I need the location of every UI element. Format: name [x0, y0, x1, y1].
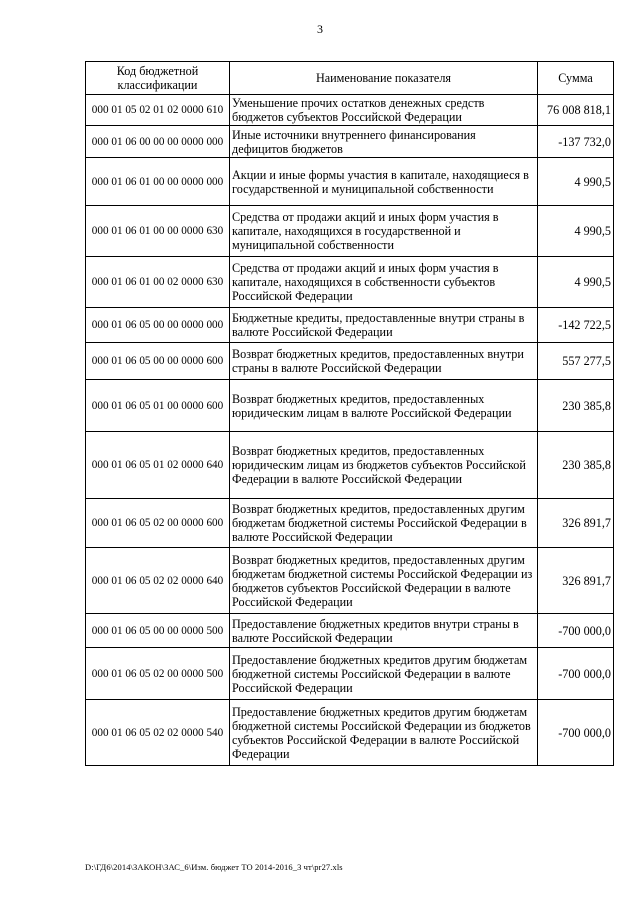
footer-file-path: D:\ГД6\2014\ЗАКОН\ЗАС_6\Изм. бюджет ТО 2014-2016_3 чт\pr27.xls	[85, 862, 343, 872]
cell-name: Иные источники внутреннего финансирования дефицитов бюджетов	[230, 126, 538, 158]
budget-sources-table	[85, 61, 614, 766]
cell-code: 000 01 06 00 00 00 0000 000	[86, 126, 230, 158]
table-row	[86, 648, 614, 700]
cell-name: Возврат бюджетных кредитов, предоставленных другим бюджетам бюджетной системы Российской Федерации в валюте Российской Федерации	[230, 499, 538, 548]
cell-code: 000 01 06 01 00 00 0000 630	[86, 206, 230, 257]
cell-sum: 4 990,5	[538, 257, 614, 308]
cell-sum: 230 385,8	[538, 432, 614, 499]
cell-code: 000 01 06 05 02 00 0000 600	[86, 499, 230, 548]
cell-name: Возврат бюджетных кредитов, предоставленных внутри страны в валюте Российской Федерации	[230, 343, 538, 380]
cell-sum: 76 008 818,1	[538, 95, 614, 126]
table-row	[86, 380, 614, 432]
table-row	[86, 95, 614, 126]
cell-code: 000 01 06 05 02 02 0000 640	[86, 548, 230, 614]
cell-code: 000 01 06 05 01 02 0000 640	[86, 432, 230, 499]
header-code: Код бюджетной классификации	[86, 62, 230, 95]
cell-name: Уменьшение прочих остатков денежных средств бюджетов субъектов Российской Федерации	[230, 95, 538, 126]
cell-sum: 4 990,5	[538, 206, 614, 257]
cell-sum: -700 000,0	[538, 614, 614, 648]
cell-name: Возврат бюджетных кредитов, предоставленных юридическим лицам в валюте Российской Федерации	[230, 380, 538, 432]
cell-name: Предоставление бюджетных кредитов другим бюджетам бюджетной системы Российской Федерации в валюте Российской Федерации	[230, 648, 538, 700]
cell-sum: 326 891,7	[538, 548, 614, 614]
table-row	[86, 126, 614, 158]
table-row	[86, 158, 614, 206]
table-row	[86, 206, 614, 257]
cell-code: 000 01 05 02 01 02 0000 610	[86, 95, 230, 126]
cell-sum: -700 000,0	[538, 648, 614, 700]
header-name: Наименование показателя	[230, 62, 538, 95]
table-row	[86, 308, 614, 343]
cell-name: Возврат бюджетных кредитов, предоставленных другим бюджетам бюджетной системы Российской Федерации из бюджетов субъектов Российской Федерации в валюте Российской Федерации	[230, 548, 538, 614]
table-row	[86, 614, 614, 648]
header-row	[86, 62, 614, 95]
cell-code: 000 01 06 05 00 00 0000 600	[86, 343, 230, 380]
cell-code: 000 01 06 05 02 00 0000 500	[86, 648, 230, 700]
table-body	[86, 95, 614, 766]
cell-name: Средства от продажи акций и иных форм участия в капитале, находящихся в собственности субъектов Российской Федерации	[230, 257, 538, 308]
cell-sum: -142 722,5	[538, 308, 614, 343]
cell-code: 000 01 06 05 00 00 0000 000	[86, 308, 230, 343]
cell-code: 000 01 06 05 02 02 0000 540	[86, 700, 230, 766]
cell-code: 000 01 06 01 00 00 0000 000	[86, 158, 230, 206]
cell-sum: -137 732,0	[538, 126, 614, 158]
cell-sum: 4 990,5	[538, 158, 614, 206]
table-row	[86, 257, 614, 308]
table-row	[86, 499, 614, 548]
cell-sum: -700 000,0	[538, 700, 614, 766]
cell-code: 000 01 06 05 01 00 0000 600	[86, 380, 230, 432]
cell-sum: 557 277,5	[538, 343, 614, 380]
table-row	[86, 700, 614, 766]
table-header	[86, 62, 614, 95]
cell-sum: 230 385,8	[538, 380, 614, 432]
table-row	[86, 548, 614, 614]
cell-name: Предоставление бюджетных кредитов другим бюджетам бюджетной системы Российской Федерации из бюджетов субъектов Российской Федерации в валюте Российской Федерации	[230, 700, 538, 766]
cell-code: 000 01 06 01 00 02 0000 630	[86, 257, 230, 308]
cell-code: 000 01 06 05 00 00 0000 500	[86, 614, 230, 648]
cell-name: Акции и иные формы участия в капитале, находящиеся в государственной и муниципальной собственности	[230, 158, 538, 206]
page-number: 3	[317, 22, 323, 36]
cell-name: Бюджетные кредиты, предоставленные внутри страны в валюте Российской Федерации	[230, 308, 538, 343]
table-row	[86, 432, 614, 499]
cell-name: Возврат бюджетных кредитов, предоставленных юридическим лицам из бюджетов субъектов Российской Федерации в валюте Российской Федерации	[230, 432, 538, 499]
cell-name: Предоставление бюджетных кредитов внутри страны в валюте Российской Федерации	[230, 614, 538, 648]
header-sum: Сумма	[538, 62, 614, 95]
cell-name: Средства от продажи акций и иных форм участия в капитале, находящихся в государственной и муниципальной собственности	[230, 206, 538, 257]
cell-sum: 326 891,7	[538, 499, 614, 548]
table-row	[86, 343, 614, 380]
